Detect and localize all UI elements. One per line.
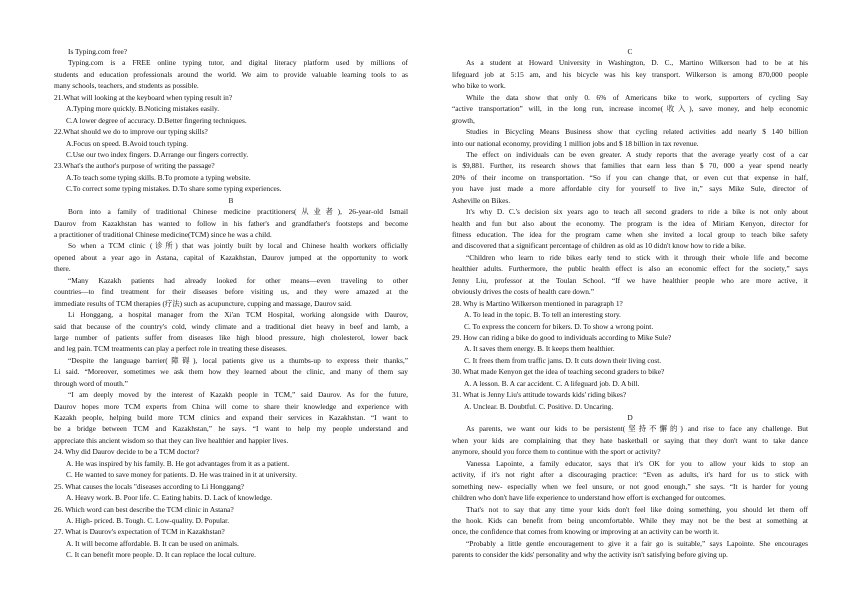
left-column-line: Daurov from Kazakhstan has wanted to follow in his father's and grandfather's footsteps and become — [54, 218, 408, 228]
right-column-line: A. Unclear. B. Doubtful. C. Positive. D. Uncaring. — [464, 401, 614, 411]
left-column-line: A. Heavy work. B. Poor life. C. Eating habits. D. Lack of knowledge. — [66, 493, 273, 503]
right-column-line: As parents, we want our kids to be persistent(坚持不懈的) and rise to face any challenge. But — [466, 424, 808, 434]
left-column-line: Daurov hopes more TCM experts from China will come to share their knowledge and experience with — [54, 401, 408, 411]
right-column-line: C. It frees them from traffic jams. D. It cuts down their living cost. — [464, 355, 662, 365]
right-column-line: something new- especially when we feel unsure, or not good enough,” she says. “It is harder for young — [452, 481, 808, 491]
right-column-line: and discovered that a significant percentage of children as old as 10 didn't know how to ride a bike. — [452, 241, 746, 251]
left-column-line: “Many Kazakh patients had already looked for other means—even traveling to other — [68, 275, 408, 285]
right-column-line: children who don't have life experience to understand how effort is exchanged for outcomes. — [452, 493, 726, 503]
right-column-line: D — [627, 413, 633, 422]
right-column-line: The effect on individuals can be even greater. A study reports that the average yearly cost of a car — [466, 149, 808, 159]
left-column-line: 25. What causes the locals "diseases according to Li Honggang? — [54, 481, 245, 491]
left-column — [54, 46, 408, 561]
right-column-line: “Children who learn to ride bikes early tend to stick with it through their whole life and become — [466, 252, 808, 262]
right-column-line: who bike to work. — [452, 81, 506, 91]
left-column-line: Li Honggang, a hospital manager from the Xi'an TCM Hospital, working alongside with Daurov, — [68, 310, 408, 320]
right-column-line: lifeguard job at 5:15 am, and his bicycle was his key transport. Wilkerson is among 870,000 people — [452, 69, 808, 79]
left-column-line: B — [228, 195, 234, 205]
left-column-line: appreciate this ancient wisdom so that they can live healthier and happier lives. — [54, 435, 289, 445]
left-column-line: students and education professionals around the world. We aim to provide valuable learning tools to as — [54, 69, 408, 79]
right-column-line: Vanessa Lapointe, a family educator, says that it's OK for you to allow your kids to stop an — [466, 458, 808, 468]
left-column-line: Is Typing.com free? — [68, 47, 128, 56]
left-column-line: many schools, teachers, and students as possible. — [54, 81, 199, 91]
right-column-line: 20% of their income on transportation. “So if you can change that, or even cut that expense in half, — [452, 172, 808, 182]
left-column-line: C.To correct some typing mistakes. D.To share some typing experiences. — [66, 184, 282, 194]
right-column-line: 31. What is Jenny Liu's attitude towards kids' riding bikes? — [452, 390, 627, 400]
right-column-line: It's why D. C.'s decision six years ago to teach all second graders to ride a bike is not only about — [466, 207, 808, 217]
right-column-line: That's not to say that any time your kids don't feel like doing something, you should let them off — [466, 504, 808, 514]
right-column-line: “Probably a little gentle encouragement to give it a fair go is suitable,” says Lapointe. She encourages — [466, 538, 808, 548]
right-column-line: when your kids are complaining that they hate basketball or saying that they don't want to take dance — [452, 435, 808, 445]
left-column-line: said that because of the country's cold, windy climate and a traditional diet heavy in beef and lamb, a — [54, 321, 408, 331]
right-column-line: 30. What made Kenyon get the idea of teaching second graders to bike? — [452, 367, 665, 377]
left-column-line: Kazakh people, helping build more TCM clinics and expand their services in Kazakhstan. “I want to — [54, 413, 408, 422]
left-column-line: C. It can benefit more people. D. It can replace the local culture. — [66, 550, 257, 560]
left-column-line: “Despite the language barrier(障碍), local patients give us a thumbs-up to express their thanks,” — [68, 355, 408, 365]
left-column-line: 26. Which word can best describe the TCM clinic in Astana? — [54, 504, 234, 514]
left-column-line: 27. What is Daurov's expectation of TCM in Kazakhstan? — [54, 527, 225, 537]
right-column-line: the hook. Kids can benefit from being uncomfortable. While they may not be the best at something at — [452, 515, 808, 525]
left-column-line: a practitioner of traditional Chinese medicine(TCM) since he was a child. — [54, 230, 272, 239]
left-column-line: Born into a family of traditional Chinese medicine practitioners(从业者), 26-year-old Ismail — [68, 207, 408, 217]
right-column-line: As a student at Howard University in Washington, D. C., Martino Wilkerson had to be at his — [466, 58, 808, 68]
right-column-line: C. To express the concern for bikers. D. To show a wrong point. — [464, 321, 654, 331]
right-column-line: “active transportation” will, in the long run, increase income(收入), save money, and help economic — [452, 104, 808, 114]
right-column-line: once, the confidence that comes from knowing or improving at an activity can be worth it. — [452, 527, 720, 537]
left-column-line: there. — [54, 264, 71, 274]
right-column-line: 28. Why is Martino Wilkerson mentioned in paragraph 1? — [452, 298, 623, 308]
right-column-line: into our national economy, providing 1 million jobs and $ 18 billion in tax revenue. — [452, 138, 699, 148]
right-column-line: health and fun but also about the economy. The program is the idea of Miriam Kenyon, director for — [452, 218, 808, 228]
left-column-line: Li said. “Moreover, sometimes we ask them how they learned about the clinic, and many of them say — [54, 367, 408, 377]
right-column-line: parents to consider the kids' personality and why the activity isn't satisfying before giving up. — [452, 550, 728, 560]
left-column-line: be a bridge between TCM and Kazakhstan,” he says. “I want to help my people understand and — [54, 424, 408, 434]
left-column-line: and leg pain. TCM treatments can play a perfect role in treating these diseases. — [54, 344, 287, 354]
right-column-line: activity, if it's not right after a discouraging practice: “Even as adults, it's hard for us to stick with — [452, 470, 808, 480]
left-column-line: 21.What will looking at the keyboard when typing result in? — [54, 92, 233, 102]
left-column-line: Typing.com is a FREE online typing tutor, and digital literacy platform used by millions of — [68, 58, 408, 68]
left-column-line: “I am deeply moved by the interest of Kazakh people in TCM,” said Daurov. As for the future, — [68, 390, 408, 400]
left-column-line: A. He was inspired by his family. B. He got advantages from it as a patient. — [66, 458, 290, 468]
right-column-line: C — [627, 47, 633, 56]
right-column-line: anymore, should you force them to continue with the sport or activity? — [452, 447, 661, 457]
left-column-line: C.Use our two index fingers. D.Arrange our fingers correctly. — [66, 149, 249, 159]
left-column-line: A.Focus on speed. B.Avoid touch typing. — [66, 138, 189, 148]
right-column-line: Studies in Bicycling Means Business show that cycling related activities add nearly $ 140 billion — [466, 127, 808, 137]
left-column-line: A.Typing more quickly. B.Noticing mistakes easily. — [66, 104, 220, 114]
left-column-line: immediate results of TCM therapies (疗法) such as acupuncture, cupping and massage, Daurov said. — [54, 298, 352, 308]
left-column-line: C. He wanted to save money for patients. D. He was trained in it at university. — [66, 470, 297, 480]
right-column-line: growth, — [452, 115, 475, 125]
left-column-line: through word of mouth.” — [54, 378, 128, 388]
left-column-line: So when a TCM clinic (诊所) that was jointly built by local and Chinese health workers officially — [68, 241, 408, 251]
right-column-line: A. A lesson. B. A car accident. C. A lifeguard job. D. A bill. — [464, 378, 640, 388]
right-column-line: A. It saves them energy. B. It keeps them healthier. — [464, 344, 615, 354]
right-column-line: Asheville on Bikes. — [452, 195, 511, 205]
right-column-line: obviously drives the costs of health care down.” — [452, 287, 595, 297]
right-column-line: 29. How can riding a bike do good to individuals according to Mike Sule? — [452, 332, 672, 342]
right-column-line: Jenny Liu, professor at the Toulan School. “If we have healthier people who are more active, it — [452, 275, 808, 285]
right-column — [452, 46, 808, 561]
left-column-line: A. It will become affordable. B. It can be used on animals. — [66, 538, 239, 548]
left-column-line: A.To teach some typing skills. B.To promote a typing website. — [66, 172, 251, 182]
right-column-line: healthier adults. Furthermore, the public health effect is also an economic effect for the society,” says — [452, 264, 808, 274]
left-column-line: 22.What should we do to improve our typing skills? — [54, 127, 208, 137]
right-column-line: A. To lead in the topic. B. To tell an interesting story. — [464, 310, 621, 320]
right-column-line: While the data show that only 0. 6% of Americans bike to work, supporters of cycling Say — [466, 92, 808, 102]
left-column-line: A. High- priced. B. Tough. C. Low-quality. D. Popular. — [66, 515, 230, 525]
left-column-line: large number of patients suffer from diseases like high blood pressure, high cholesterol, lower back — [54, 332, 408, 342]
right-column-line: you have just made a more affordable city for yourself to live in,” says Mike Sule, director of — [452, 184, 808, 194]
left-column-line: countries—to find treatment for their diseases before visiting us, and they were amazed at the — [54, 287, 408, 297]
left-column-line: opened about a year ago in Astana, capital of Kazakhstan, Daurov jumped at the opportunity to work — [54, 252, 408, 262]
left-column-line: C.A lower degree of accuracy. D.Better fingering techniques. — [66, 115, 247, 125]
right-column-line: fitness education. The idea for the program came when she invited a local group to teach bike safety — [452, 230, 808, 239]
left-column-line: 24. Why did Daurov decide to be a TCM doctor? — [54, 447, 200, 457]
right-column-line: is $9,881. Further, its research shows that families that earn less than $ 70, 000 a year spend nearly — [452, 161, 808, 171]
left-column-line: 23.What's the author's purpose of writing the passage? — [54, 161, 215, 171]
